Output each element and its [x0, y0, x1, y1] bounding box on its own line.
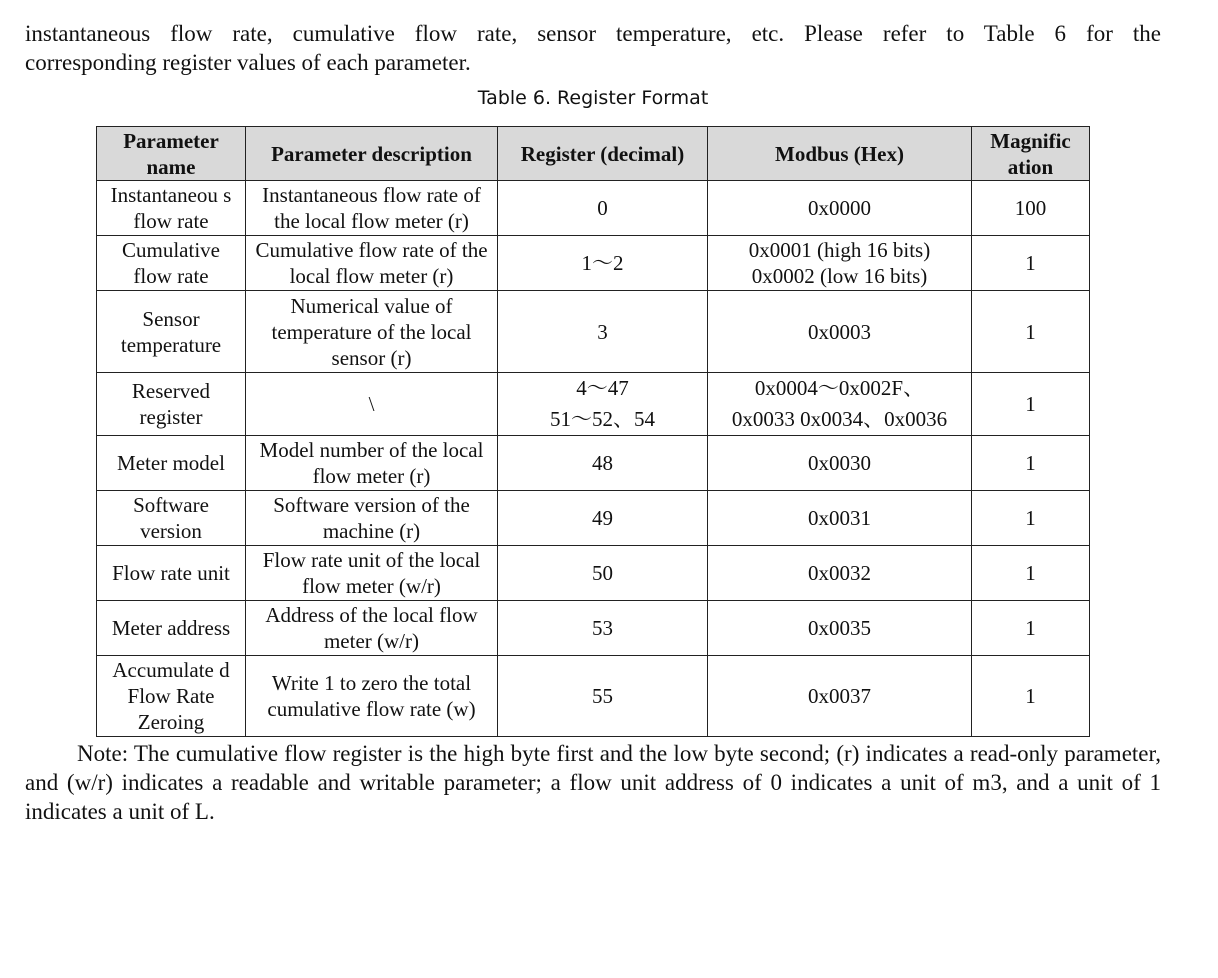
cell-magnification: 1	[972, 546, 1090, 601]
intro-paragraph	[25, 19, 1161, 77]
cell-description: Cumulative flow rate of the local flow meter (r)	[246, 236, 498, 291]
table-note: Note: The cumulative flow register is the high byte first and the low byte second; (r) indicates a read-only parameter, and (w/r) indicates a readable and writable parameter; a flow unit address of 0 indicates a unit of m3, and a unit of 1 indicates a unit of L.	[25, 741, 1161, 824]
cell-modbus: 0x0035	[708, 601, 972, 656]
header-register-decimal: Register (decimal)	[498, 127, 708, 181]
cell-register	[498, 373, 708, 436]
cell-modbus-line-2: 0x0033 0x0034、0x0036	[731, 407, 948, 431]
cell-name: Software version	[97, 491, 246, 546]
cell-description: Instantaneous flow rate of the local flow meter (r)	[246, 181, 498, 236]
cell-modbus-line-2: 0x0002 (low 16 bits)	[751, 264, 928, 288]
cell-magnification: 1	[972, 236, 1090, 291]
cell-description: Numerical value of temperature of the local sensor (r)	[246, 291, 498, 373]
table-header-row	[97, 127, 1090, 181]
table-row	[97, 436, 1090, 491]
cell-modbus-line-1: 0x0001 (high 16 bits)	[748, 238, 931, 262]
table-row	[97, 546, 1090, 601]
cell-modbus: 0x0003	[708, 291, 972, 373]
cell-description: Address of the local flow meter (w/r)	[246, 601, 498, 656]
table-row	[97, 491, 1090, 546]
cell-magnification: 1	[972, 436, 1090, 491]
cell-name: Flow rate unit	[97, 546, 246, 601]
cell-modbus	[708, 373, 972, 436]
header-modbus-hex: Modbus (Hex)	[708, 127, 972, 181]
cell-magnification: 1	[972, 601, 1090, 656]
header-parameter-description: Parameter description	[246, 127, 498, 181]
table-caption: Table 6. Register Format	[477, 87, 709, 109]
cell-magnification: 1	[972, 491, 1090, 546]
cell-description: Model number of the local flow meter (r)	[246, 436, 498, 491]
cell-modbus: 0x0031	[708, 491, 972, 546]
table-row	[97, 236, 1090, 291]
cell-description: Write 1 to zero the total cumulative flow rate (w)	[246, 656, 498, 737]
cell-name: Instantaneou s flow rate	[97, 181, 246, 236]
cell-register: 50	[498, 546, 708, 601]
cell-description: Flow rate unit of the local flow meter (w/r)	[246, 546, 498, 601]
cell-register: 0	[498, 181, 708, 236]
register-format-table	[96, 126, 1090, 737]
cell-name: Reserved register	[97, 373, 246, 436]
table-row	[97, 601, 1090, 656]
cell-modbus: 0x0032	[708, 546, 972, 601]
cell-magnification: 1	[972, 373, 1090, 436]
cell-register: 53	[498, 601, 708, 656]
cell-register: 49	[498, 491, 708, 546]
cell-magnification: 1	[972, 656, 1090, 737]
header-parameter-name: Parameter name	[97, 127, 246, 181]
cell-name: Cumulative flow rate	[97, 236, 246, 291]
cell-magnification: 1	[972, 291, 1090, 373]
header-magnification: Magnific ation	[972, 127, 1090, 181]
table-row	[97, 373, 1090, 436]
cell-register-line-2: 51～52、54	[550, 407, 655, 431]
cell-register-line-1: 4～47	[576, 376, 629, 400]
cell-register: 1～2	[498, 236, 708, 291]
cell-name: Sensor temperature	[97, 291, 246, 373]
cell-modbus: 0x0000	[708, 181, 972, 236]
cell-magnification: 100	[972, 181, 1090, 236]
cell-modbus: 0x0037	[708, 656, 972, 737]
cell-modbus: 0x0030	[708, 436, 972, 491]
cell-description: \	[246, 373, 498, 436]
cell-register: 55	[498, 656, 708, 737]
table-row	[97, 291, 1090, 373]
intro-line-2: corresponding register values of each parameter.	[25, 50, 471, 75]
cell-name: Meter model	[97, 436, 246, 491]
table-row	[97, 656, 1090, 737]
cell-name: Meter address	[97, 601, 246, 656]
cell-modbus	[708, 236, 972, 291]
cell-name: Accumulate d Flow Rate Zeroing	[97, 656, 246, 737]
intro-line-1: instantaneous flow rate, cumulative flow rate, sensor temperature, etc. Please refer to Table 6 for the	[25, 21, 1161, 46]
cell-modbus-line-1: 0x0004～0x002F、	[754, 376, 925, 400]
cell-register: 48	[498, 436, 708, 491]
cell-register: 3	[498, 291, 708, 373]
cell-description: Software version of the machine (r)	[246, 491, 498, 546]
table-row	[97, 181, 1090, 236]
